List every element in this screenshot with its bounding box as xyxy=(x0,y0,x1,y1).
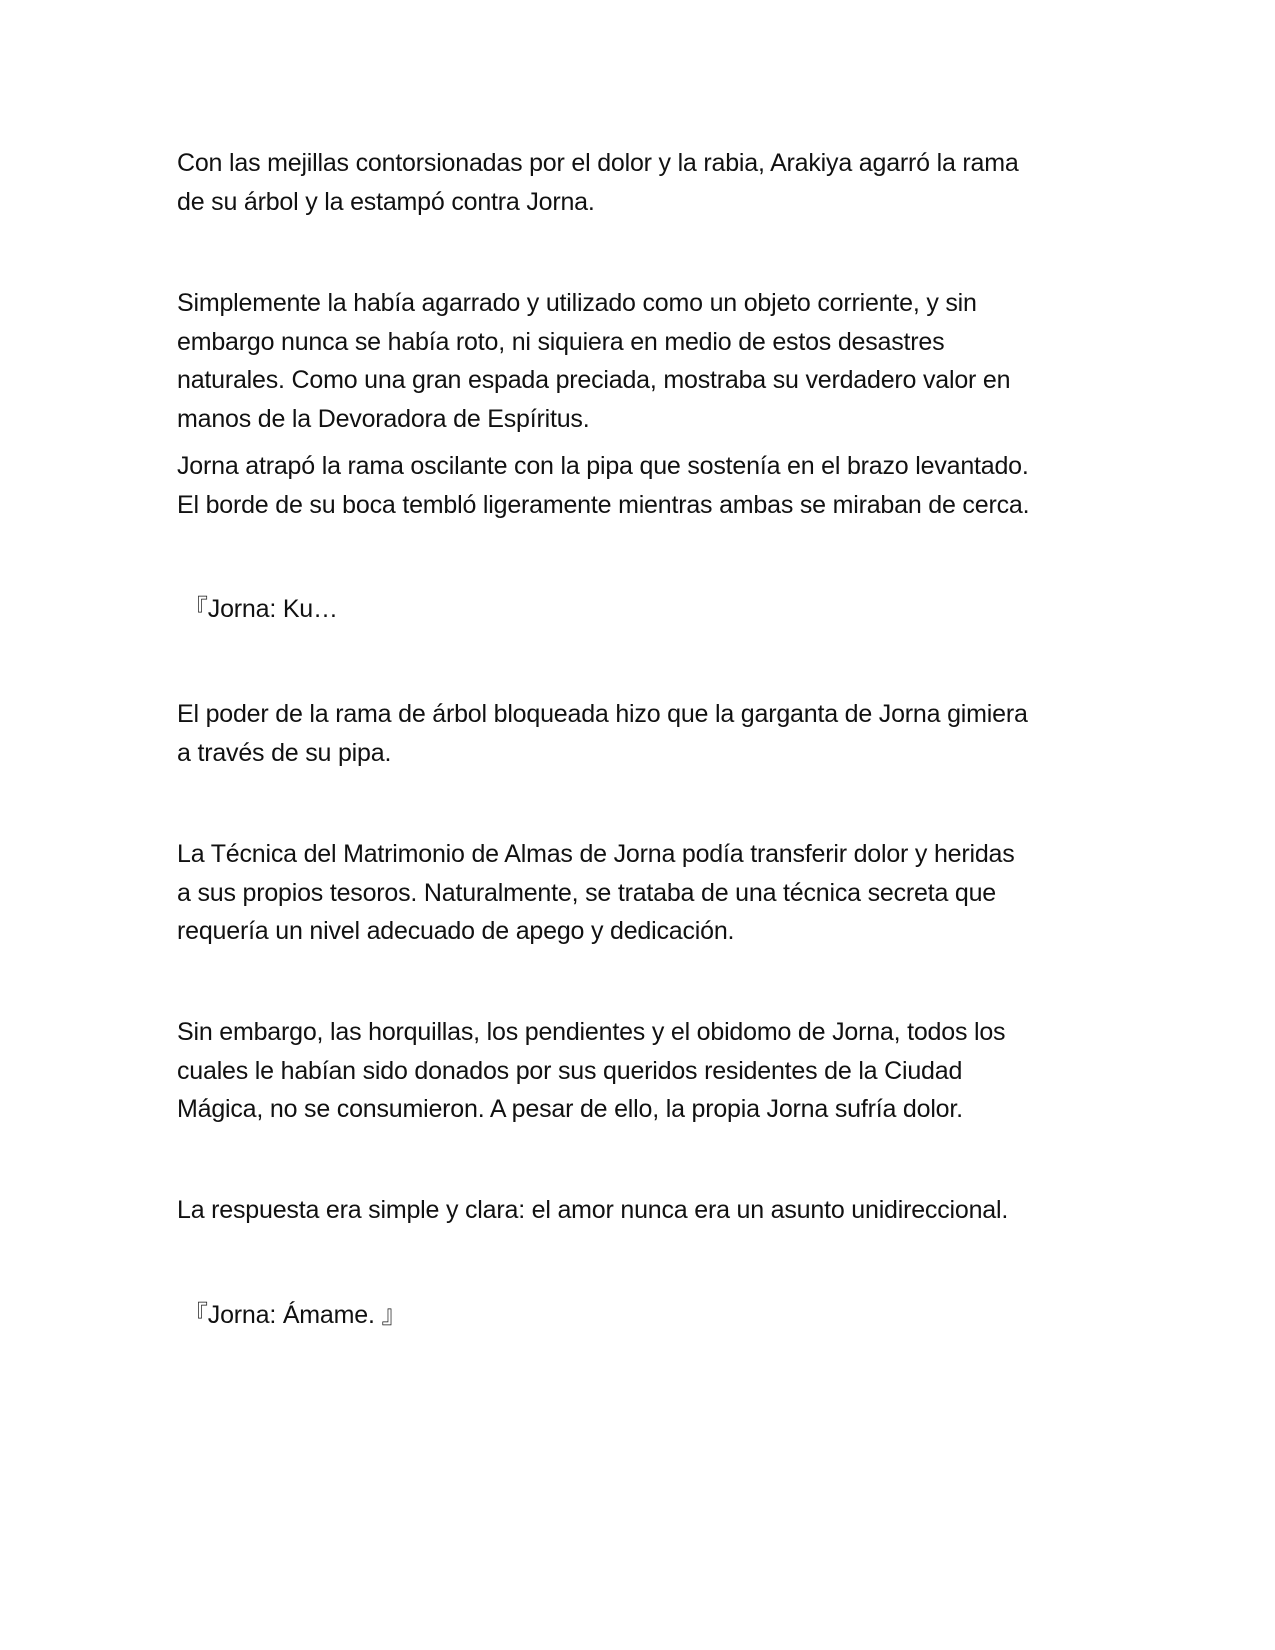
paragraph-2: Simplemente la había agarrado y utilizado como un objeto corriente, y sin embargo nunca se había roto, ni siquiera en medio de estos desastres naturales. Como una gran espada preciada, mostraba su verdadero valor en manos de la Devoradora de Espíritus. xyxy=(177,289,1011,433)
paragraph-3: Jorna atrapó la rama oscilante con la pipa que sostenía en el brazo levantado. El borde de su boca tembló ligeramente mientras ambas se miraban de cerca. xyxy=(177,452,1030,519)
dialogue-line-1: 『Jorna: Ku… xyxy=(183,595,338,623)
paragraph-4: El poder de la rama de árbol bloqueada hizo que la garganta de Jorna gimiera a través de su pipa. xyxy=(177,700,1028,767)
dialogue-line-2: 『Jorna: Ámame. 』 xyxy=(183,1301,407,1329)
paragraph-1: Con las mejillas contorsionadas por el dolor y la rabia, Arakiya agarró la rama de su árbol y la estampó contra Jorna. xyxy=(177,149,1019,216)
paragraph-7: La respuesta era simple y clara: el amor nunca era un asunto unidireccional. xyxy=(177,1196,1009,1224)
paragraph-6: Sin embargo, las horquillas, los pendientes y el obidomo de Jorna, todos los cuales le habían sido donados por sus queridos residentes de la Ciudad Mágica, no se consumieron. A pesar de ello, la propia Jorna sufría dolor. xyxy=(177,1018,1006,1123)
paragraph-5: La Técnica del Matrimonio de Almas de Jorna podía transferir dolor y heridas a sus propios tesoros. Naturalmente, se trataba de una técnica secreta que requería un nivel adecuado de apego y dedicación. xyxy=(177,840,1015,945)
